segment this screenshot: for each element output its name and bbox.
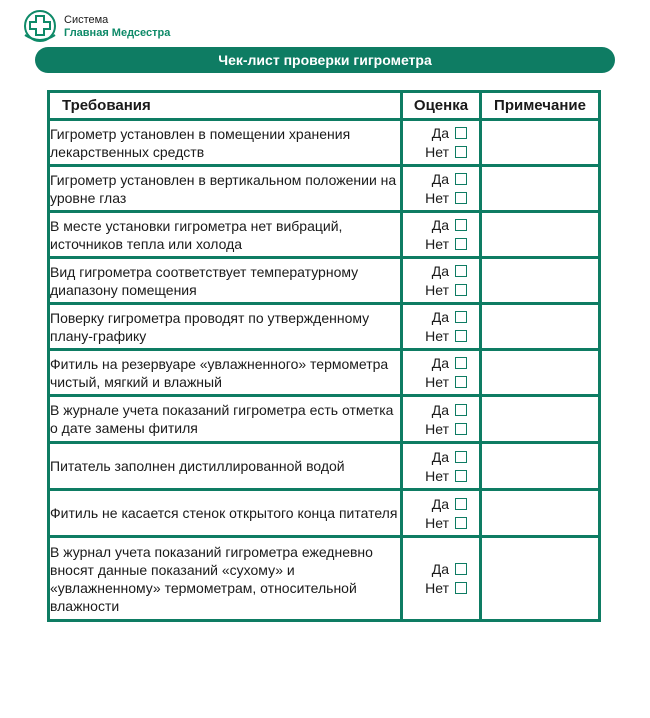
option-no-label: Нет bbox=[425, 144, 449, 160]
option-yes bbox=[432, 447, 467, 466]
page-title: Чек-лист проверки гигрометра bbox=[35, 47, 615, 73]
checkbox-yes[interactable] bbox=[455, 219, 467, 231]
score-cell bbox=[402, 396, 481, 443]
table-row bbox=[49, 166, 600, 212]
checkbox-no[interactable] bbox=[455, 192, 467, 204]
option-yes bbox=[432, 216, 467, 235]
requirement-text: Вид гигрометра соответствует температурному диапазону помещения bbox=[49, 258, 402, 304]
checkbox-yes[interactable] bbox=[455, 127, 467, 139]
brand-name-line2: Главная Медсестра bbox=[64, 27, 171, 39]
note-field[interactable] bbox=[481, 350, 600, 396]
note-field[interactable] bbox=[481, 212, 600, 258]
requirement-text: Гигрометр установлен в помещении хранения лекарственных средств bbox=[49, 120, 402, 166]
option-no bbox=[425, 373, 467, 392]
option-no bbox=[425, 235, 467, 254]
brand-logo bbox=[22, 9, 170, 45]
note-field[interactable] bbox=[481, 443, 600, 490]
checkbox-no[interactable] bbox=[455, 517, 467, 529]
note-field[interactable] bbox=[481, 537, 600, 621]
table-row bbox=[49, 350, 600, 396]
header-note: Примечание bbox=[481, 92, 600, 120]
option-yes-label: Да bbox=[431, 561, 449, 577]
note-field[interactable] bbox=[481, 258, 600, 304]
score-cell bbox=[402, 212, 481, 258]
note-field[interactable] bbox=[481, 120, 600, 166]
option-no-label: Нет bbox=[425, 467, 449, 484]
table-row bbox=[49, 490, 600, 537]
option-no-label: Нет bbox=[425, 580, 449, 596]
checklist-table bbox=[47, 90, 601, 622]
option-yes-label: Да bbox=[431, 401, 449, 418]
option-yes-label: Да bbox=[431, 448, 449, 465]
header-score: Оценка bbox=[402, 92, 481, 120]
requirement-text: Поверку гигрометра проводят по утвержденному плану-графику bbox=[49, 304, 402, 350]
option-no-label: Нет bbox=[425, 282, 449, 298]
table-row bbox=[49, 443, 600, 490]
table-header-row bbox=[49, 92, 600, 120]
option-yes bbox=[432, 308, 467, 327]
table-row bbox=[49, 304, 600, 350]
option-yes bbox=[432, 124, 467, 143]
option-yes bbox=[432, 262, 467, 281]
table-row bbox=[49, 396, 600, 443]
note-field[interactable] bbox=[481, 304, 600, 350]
option-no-label: Нет bbox=[425, 514, 449, 531]
option-no-label: Нет bbox=[425, 236, 449, 252]
option-no bbox=[425, 419, 467, 438]
option-yes bbox=[432, 170, 467, 189]
option-no bbox=[425, 281, 467, 300]
checkbox-yes[interactable] bbox=[455, 563, 467, 575]
checkbox-no[interactable] bbox=[455, 146, 467, 158]
checkbox-yes[interactable] bbox=[455, 265, 467, 277]
score-cell bbox=[402, 490, 481, 537]
option-no bbox=[425, 513, 467, 532]
requirement-text: Питатель заполнен дистиллированной водой bbox=[49, 443, 402, 490]
checkbox-yes[interactable] bbox=[455, 498, 467, 510]
option-yes bbox=[432, 560, 467, 579]
medical-cross-logo-icon bbox=[22, 9, 58, 45]
option-no-label: Нет bbox=[425, 190, 449, 206]
table-row bbox=[49, 537, 600, 621]
requirement-text: Гигрометр установлен в вертикальном положении на уровне глаз bbox=[49, 166, 402, 212]
option-yes-label: Да bbox=[431, 263, 449, 279]
table-row bbox=[49, 258, 600, 304]
checkbox-no[interactable] bbox=[455, 423, 467, 435]
checkbox-no[interactable] bbox=[455, 470, 467, 482]
score-cell bbox=[402, 120, 481, 166]
table-row bbox=[49, 212, 600, 258]
note-field[interactable] bbox=[481, 490, 600, 537]
checkbox-yes[interactable] bbox=[455, 173, 467, 185]
option-yes-label: Да bbox=[431, 309, 449, 325]
checkbox-yes[interactable] bbox=[455, 357, 467, 369]
requirement-text: В месте установки гигрометра нет вибраций, источников тепла или холода bbox=[49, 212, 402, 258]
option-no bbox=[425, 189, 467, 208]
checkbox-yes[interactable] bbox=[455, 451, 467, 463]
header-requirements: Требования bbox=[49, 92, 402, 120]
option-yes bbox=[432, 354, 467, 373]
option-yes-label: Да bbox=[431, 495, 449, 512]
checkbox-yes[interactable] bbox=[455, 311, 467, 323]
requirement-text: Фитиль не касается стенок открытого конца питателя bbox=[49, 490, 402, 537]
option-no-label: Нет bbox=[425, 374, 449, 390]
option-yes bbox=[432, 400, 467, 419]
score-cell bbox=[402, 443, 481, 490]
option-no bbox=[425, 143, 467, 162]
checkbox-yes[interactable] bbox=[455, 404, 467, 416]
brand-name-line1: Система bbox=[64, 14, 109, 26]
requirement-text: Фитиль на резервуаре «увлажненного» термометра чистый, мягкий и влажный bbox=[49, 350, 402, 396]
option-no-label: Нет bbox=[425, 328, 449, 344]
note-field[interactable] bbox=[481, 396, 600, 443]
checkbox-no[interactable] bbox=[455, 238, 467, 250]
option-no bbox=[425, 579, 467, 598]
score-cell bbox=[402, 166, 481, 212]
option-no-label: Нет bbox=[425, 420, 449, 437]
checkbox-no[interactable] bbox=[455, 330, 467, 342]
score-cell bbox=[402, 537, 481, 621]
note-field[interactable] bbox=[481, 166, 600, 212]
table-row bbox=[49, 120, 600, 166]
option-yes-label: Да bbox=[431, 171, 449, 187]
option-yes-label: Да bbox=[431, 125, 449, 141]
requirement-text: В журнал учета показаний гигрометра ежедневно вносят данные показаний «сухому» и «увлажненному» термометрам, относительной влажности bbox=[49, 537, 402, 621]
option-yes-label: Да bbox=[431, 217, 449, 233]
score-cell bbox=[402, 304, 481, 350]
checkbox-no[interactable] bbox=[455, 582, 467, 594]
option-no bbox=[425, 327, 467, 346]
checkbox-no[interactable] bbox=[455, 376, 467, 388]
checkbox-no[interactable] bbox=[455, 284, 467, 296]
score-cell bbox=[402, 350, 481, 396]
option-no bbox=[425, 466, 467, 485]
option-yes-label: Да bbox=[431, 355, 449, 371]
score-cell bbox=[402, 258, 481, 304]
option-yes bbox=[432, 494, 467, 513]
requirement-text: В журнале учета показаний гигрометра есть отметка о дате замены фитиля bbox=[49, 396, 402, 443]
